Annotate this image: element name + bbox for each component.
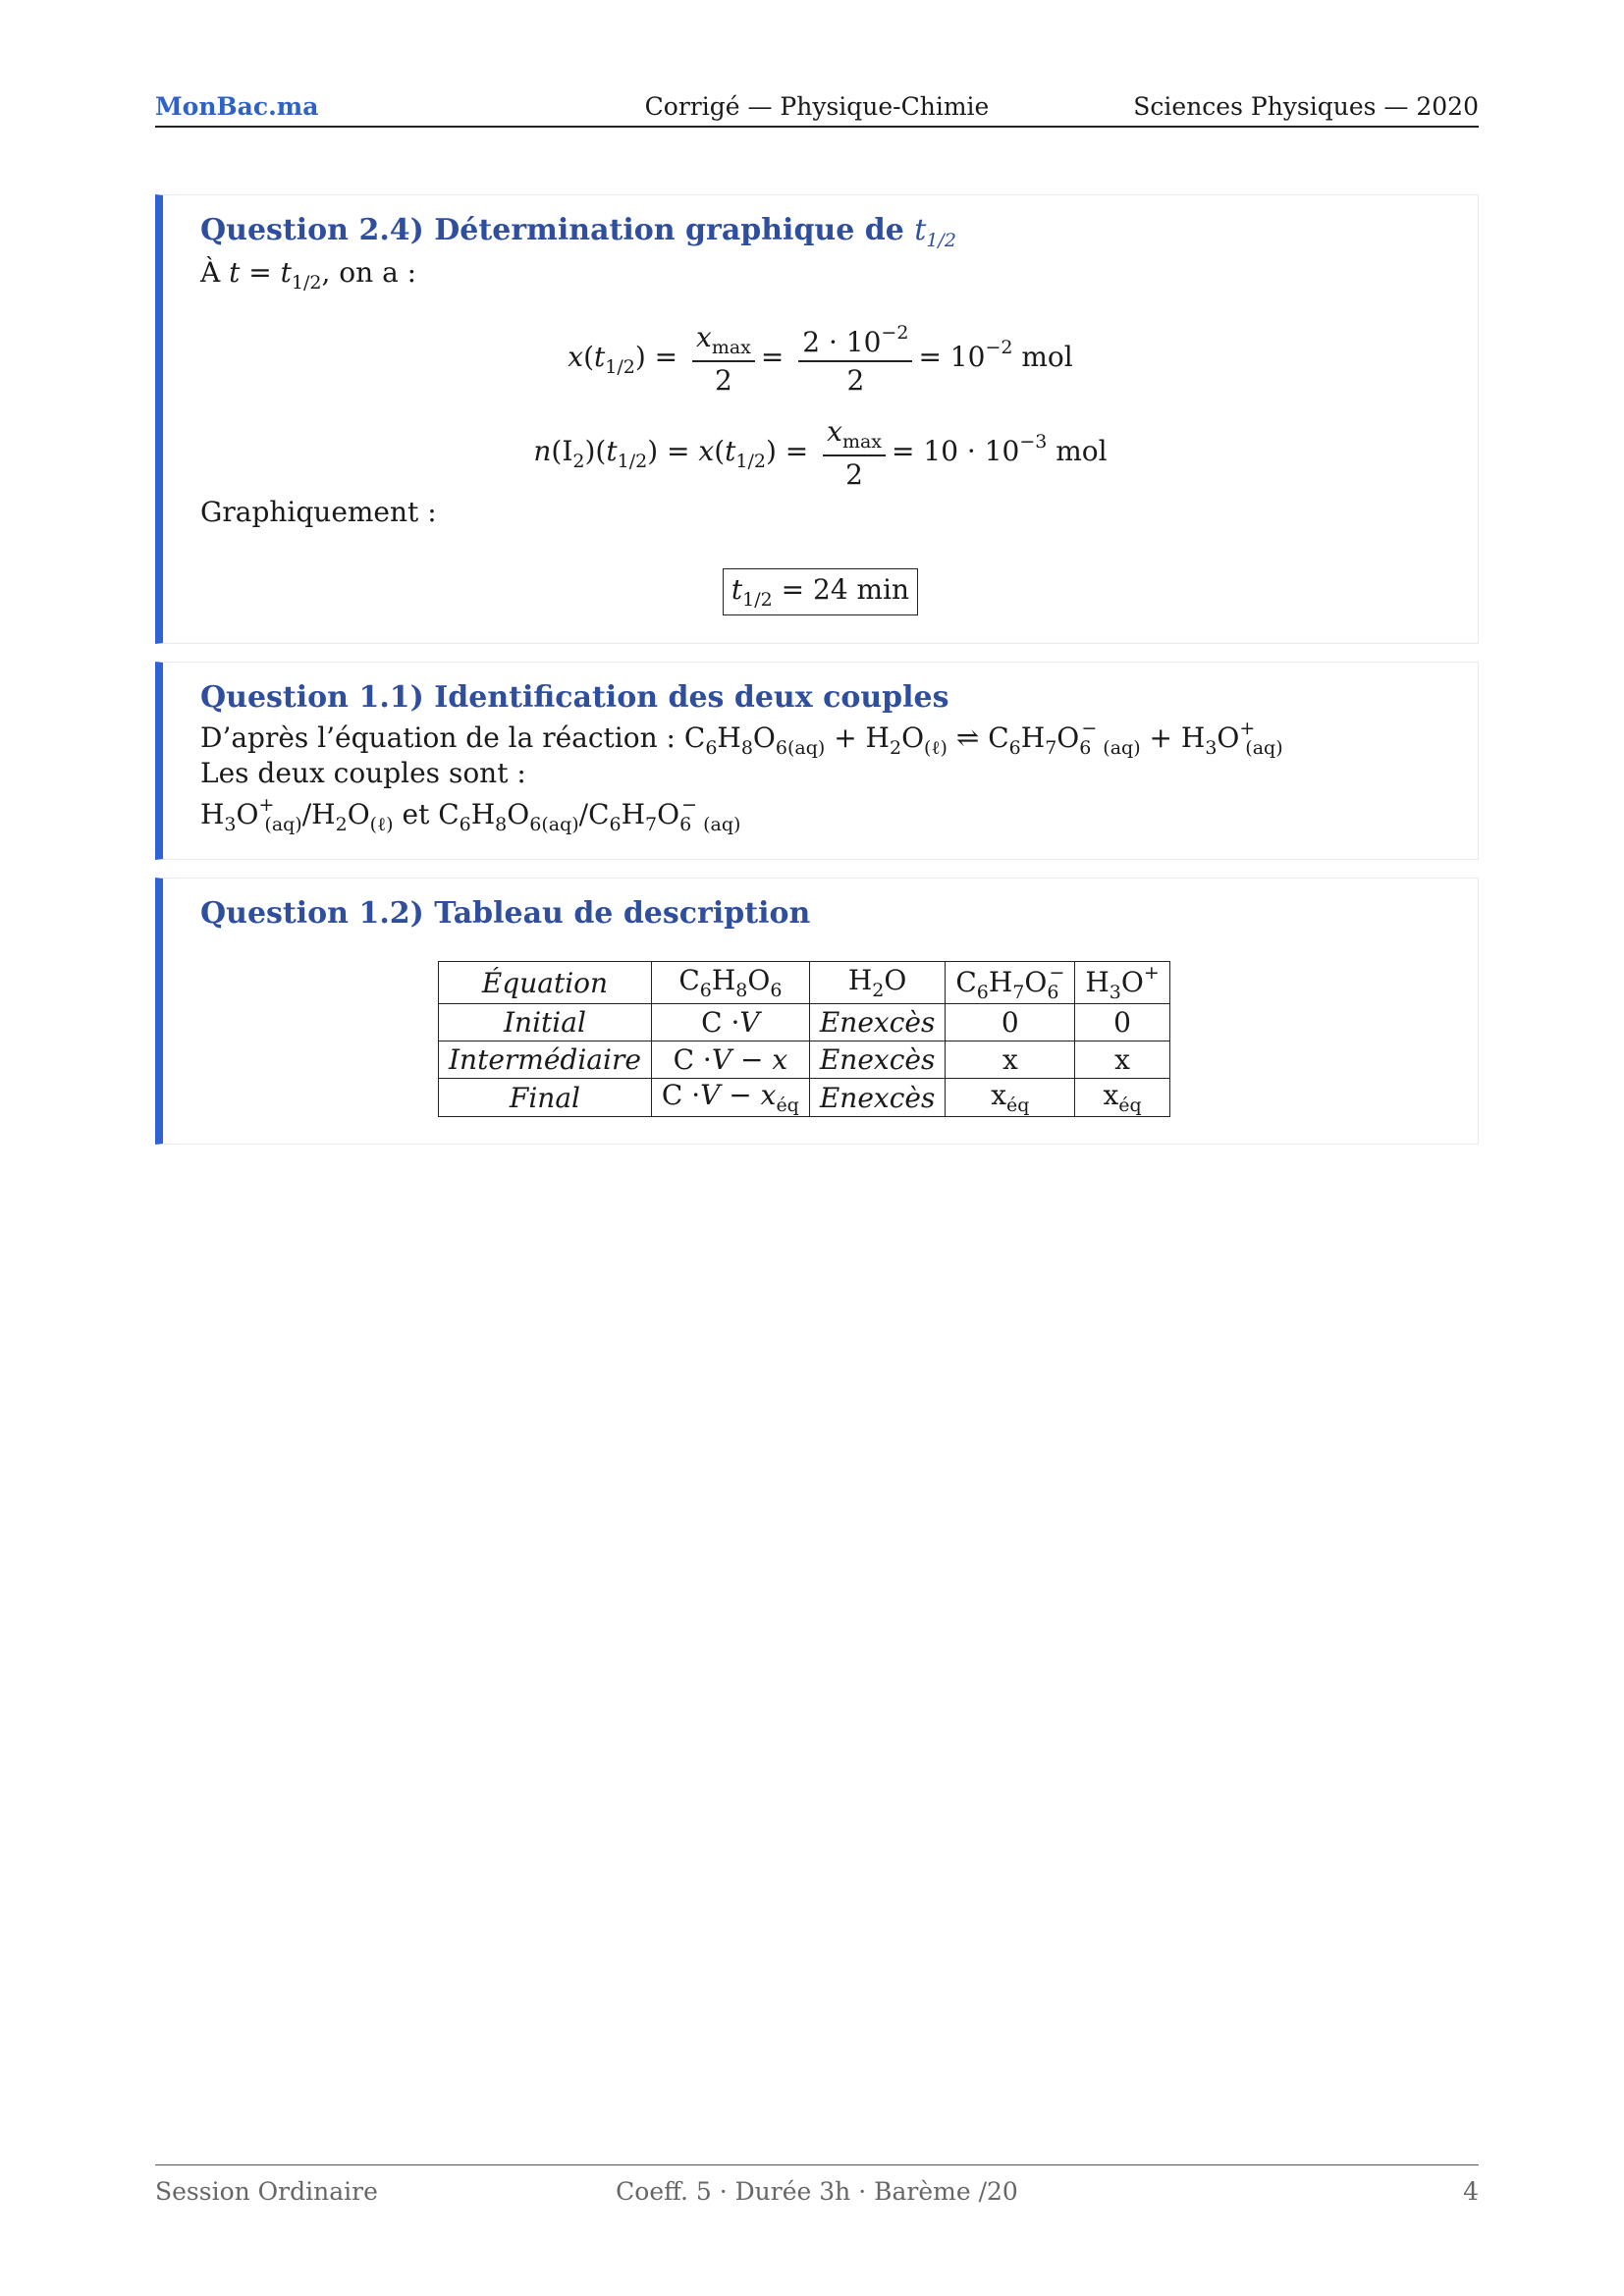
question-1-1-box — [155, 662, 1479, 860]
table-header-h2o: $H_2O$ — [809, 962, 945, 1004]
track-year: Sciences Physiques — 2020 — [1133, 92, 1479, 121]
question-2-4-box — [155, 194, 1479, 644]
table-cell: Enexcès — [809, 1004, 945, 1041]
description-table — [438, 961, 1170, 1117]
table-cell: C ·V − x — [651, 1041, 809, 1079]
title-variable: $t_{1/2}$ — [914, 213, 956, 251]
table-row — [439, 1079, 1170, 1117]
table-cell-label: Initial — [439, 1004, 652, 1041]
table-cell: $x_{éq}$ — [1075, 1079, 1169, 1117]
table-cell: x — [1075, 1041, 1169, 1079]
table-header-row — [439, 962, 1170, 1004]
table-row — [439, 1004, 1170, 1041]
table-cell: Enexcès — [809, 1079, 945, 1117]
question-2-4-intro: À $t = t_{1/2}$, on a : — [200, 256, 417, 294]
equation-x-half: $x(t_{1/2})$ = $\frac{x_{max}}{2}$ = $\frac{2 \cdot 10^{-2}}{2}$ = $10^{-2}$ mol — [568, 321, 1073, 397]
page-header — [155, 90, 1479, 128]
fraction-xmax-over-2: $\frac{x_{max}}{2}$ — [692, 321, 755, 397]
question-1-1-title: Question 1.1) Identification des deux couples — [200, 680, 949, 715]
table-header-c6h8o6: $C_6H_8O_6$ — [651, 962, 809, 1004]
table-cell: 0 — [946, 1004, 1075, 1041]
session-label: Session Ordinaire — [155, 2177, 378, 2206]
table-cell: C ·V — [651, 1004, 809, 1041]
graph-label: Graphiquement : — [200, 496, 437, 528]
table-header-h3o: $H_3O^+$ — [1075, 962, 1169, 1004]
result-half-life: $t_{1/2} = 24$ min — [163, 568, 1478, 615]
couples-intro: Les deux couples sont : — [200, 757, 526, 789]
table-cell: 0 — [1075, 1004, 1169, 1041]
couples-list: $H_3O^+_{(aq)}/H_2O_{(\ell)}$ et $C_6H_8O_{6(aq)}/C_6H_7O_6^-$ $_{(aq)}$ — [200, 794, 741, 835]
table-header-c6h7o6: $C_6H_7O_6^-$ — [946, 962, 1075, 1004]
question-1-2-title: Question 1.2) Tableau de description — [200, 896, 811, 931]
page-number: 4 — [1463, 2177, 1479, 2206]
table-cell-label: Final — [439, 1079, 652, 1117]
site-name[interactable]: MonBac.ma — [155, 92, 319, 121]
table-cell-label: Intermédiaire — [439, 1041, 652, 1079]
table-header-equation: Équation — [439, 962, 652, 1004]
question-1-2-box — [155, 878, 1479, 1145]
table-row — [439, 1041, 1170, 1079]
question-2-4-title: Question 2.4) Détermination graphique de $t_{1/2}$ — [200, 213, 956, 251]
reaction-equation: D’après l’équation de la réaction : $C_6H_8O_{6(aq)} + H_2O_{(\ell)}$ ⇌ $C_6H_7O_6^-$ $_{(aq)} + H_3O^+_{(aq)}$ — [200, 718, 1283, 759]
exam-info: Coeff. 5 · Durée 3h · Barème /20 — [616, 2177, 1018, 2206]
table-cell: $C \cdot V - x_{éq}$ — [651, 1079, 809, 1117]
subject-title: Corrigé — Physique-Chimie — [644, 92, 990, 121]
fraction-xmax-over-2-b: $\frac{x_{max}}{2}$ — [823, 415, 886, 491]
fraction-value: $\frac{2 \cdot 10^{-2}}{2}$ — [798, 322, 912, 397]
table-cell: Enexcès — [809, 1041, 945, 1079]
equation-n-i2: $n(I_2)(t_{1/2}) = x(t_{1/2})$ = $\frac{x_{max}}{2}$ = $10 \cdot 10^{-3}$ mol — [533, 415, 1108, 491]
table-cell: x — [946, 1041, 1075, 1079]
table-cell: $x_{éq}$ — [946, 1079, 1075, 1117]
page-footer — [155, 2164, 1479, 2206]
